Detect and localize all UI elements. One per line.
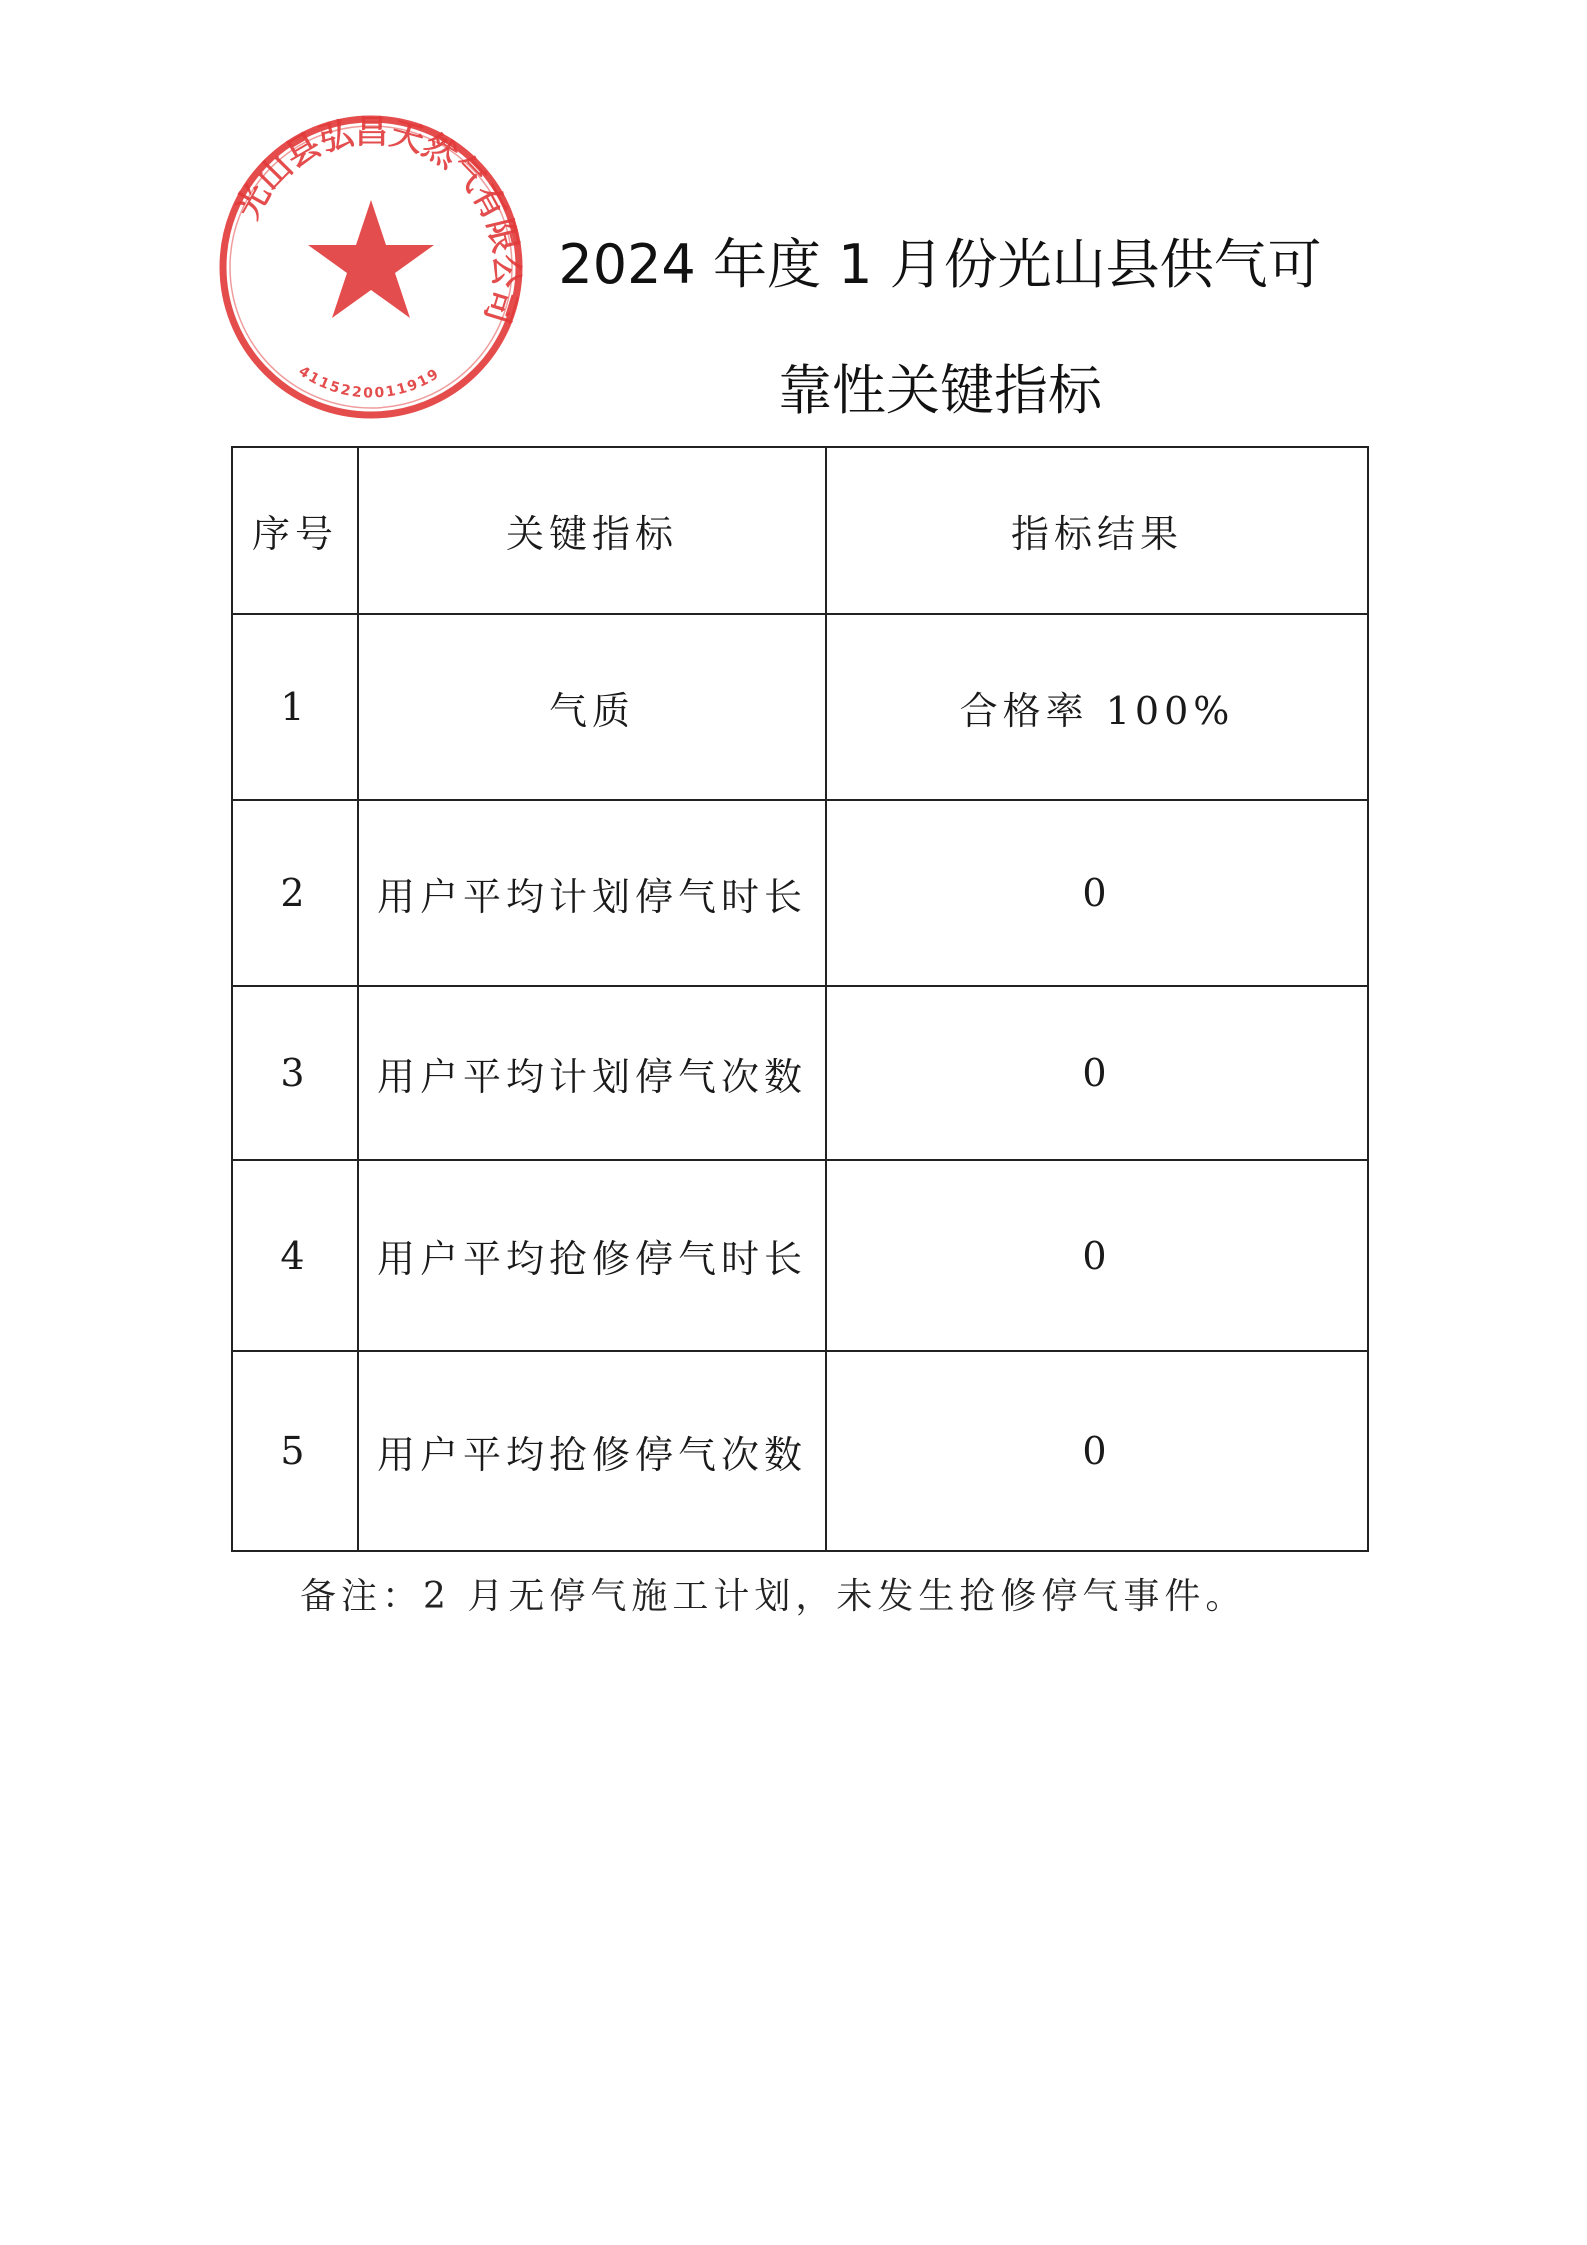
- row-indicator: 用户平均计划停气次数: [358, 986, 826, 1160]
- table-row: [232, 1351, 1368, 1551]
- reliability-indicator-table: [231, 446, 1369, 1552]
- table-header-row: [232, 447, 1368, 614]
- row-result: 0: [826, 1160, 1368, 1351]
- table-row: [232, 614, 1368, 800]
- row-number: 4: [232, 1160, 358, 1351]
- header-cell-result: 指标结果: [826, 447, 1368, 614]
- row-indicator: 气质: [358, 614, 826, 800]
- row-indicator: 用户平均计划停气时长: [358, 800, 826, 986]
- document-title-line-2: 靠性关键指标: [778, 359, 1102, 422]
- table-row: [232, 986, 1368, 1160]
- table-row: [232, 800, 1368, 986]
- svg-text:4115220011919: 4115220011919: [295, 363, 444, 402]
- svg-text:光山县弘昌天然气有限公司: 光山县弘昌天然气有限公司: [227, 112, 526, 329]
- row-number: 1: [232, 614, 358, 800]
- footnote: 备注：2 月无停气施工计划，未发生抢修停气事件。: [300, 1576, 1247, 1617]
- row-result: 0: [826, 986, 1368, 1160]
- header-cell-indicator: 关键指标: [358, 447, 826, 614]
- table-row: [232, 1160, 1368, 1351]
- row-indicator: 用户平均抢修停气时长: [358, 1160, 826, 1351]
- row-number: 2: [232, 800, 358, 986]
- row-result: 0: [826, 800, 1368, 986]
- row-number: 3: [232, 986, 358, 1160]
- row-result: 0: [826, 1351, 1368, 1551]
- row-number: 5: [232, 1351, 358, 1551]
- document-title-line-1: 2024 年度 1 月份光山县供气可: [558, 233, 1322, 296]
- row-result: 合格率 100%: [826, 614, 1368, 800]
- official-seal-stamp: [216, 112, 526, 422]
- row-indicator: 用户平均抢修停气次数: [358, 1351, 826, 1551]
- header-cell-no: 序号: [232, 447, 358, 614]
